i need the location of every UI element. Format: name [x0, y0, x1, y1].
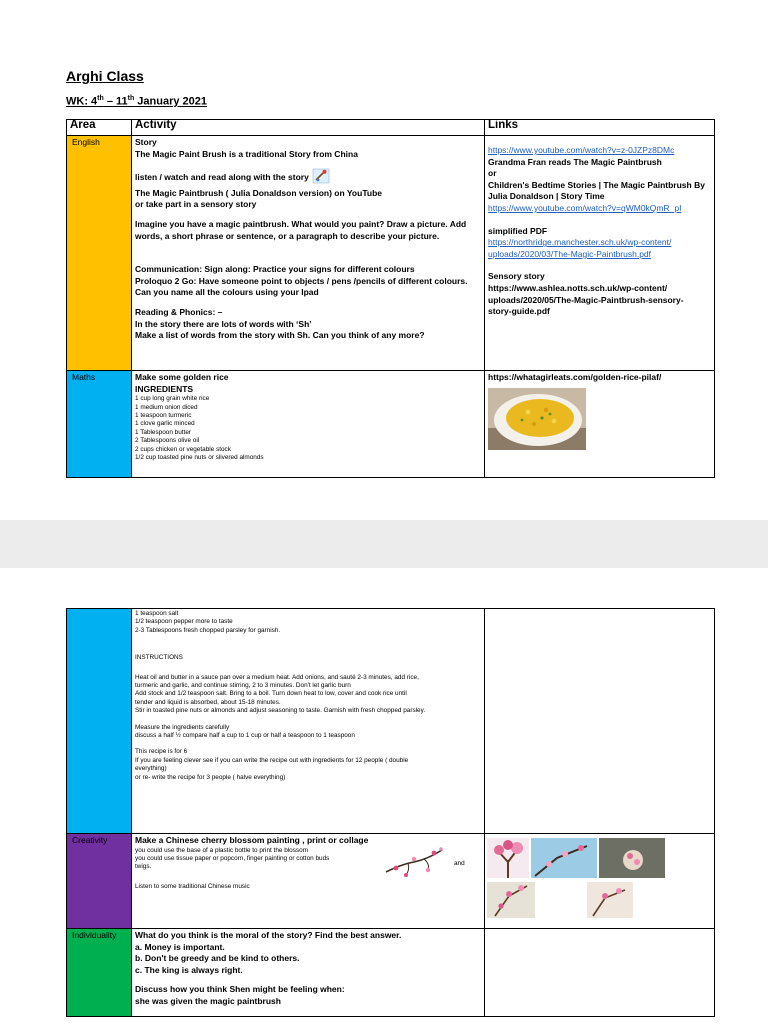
week-prefix: WK: 4	[66, 95, 98, 108]
ingredient-onion: 1 medium onion diced	[135, 403, 198, 411]
moral-question: What do you think is the moral of the story? Find the best answer.	[135, 930, 402, 940]
listen-text: listen / watch and read along with the story	[135, 172, 309, 183]
header-links: Links	[485, 120, 715, 136]
header-activity: Activity	[132, 120, 485, 136]
simplified-pdf-label: simplified PDF	[488, 225, 548, 236]
cherry-blossom-branch-icon	[384, 844, 446, 882]
sh-words-line: In the story there are lots of words with ‘Sh’	[135, 318, 312, 329]
maths-activity-cell	[132, 371, 485, 478]
week-mid: – 11	[103, 95, 128, 108]
ingredient-stock: 2 cups chicken or vegetable stock	[135, 445, 231, 453]
reading-phonics-heading: Reading & Phonics: –	[135, 306, 223, 317]
listen-line	[135, 168, 481, 188]
week-sup-2: th	[127, 95, 135, 102]
english-activity-cell	[132, 136, 485, 371]
individuality-area-cell	[67, 929, 132, 1017]
maths-row	[67, 371, 715, 478]
individuality-area-label: Individuality	[72, 930, 117, 940]
ashlea-link-1: https://www.ashlea.notts.sch.uk/wp-content/	[488, 282, 668, 293]
measure-line-1: Measure the ingredients carefully	[135, 723, 230, 731]
creativity-row	[67, 834, 715, 929]
shen-feelings-prompt: Discuss how you think Shen might be feeling when:	[135, 984, 345, 995]
communication-line: Communication: Sign along: Practice your signs for different colours	[135, 264, 415, 275]
recipe-halve: or re- write the recipe for 3 people ( halve everything)	[135, 773, 286, 781]
sensory-option-line: or take part in a sensory story	[135, 199, 257, 210]
sh-list-line: Make a list of words from the story with Sh. Can you think of any more?	[135, 330, 425, 341]
recipe-double-cont: everything)	[135, 765, 167, 773]
imagine-line-2: words, a short phrase or sentence, or a paragraph to describe your picture.	[135, 230, 440, 241]
golden-rice-link: https://whatagirleats.com/golden-rice-pilaf/	[488, 372, 662, 382]
youtube-link-grandma-fran[interactable]: https://www.youtube.com/watch?v=z-0JZPz8DMc	[488, 145, 675, 155]
northridge-pdf-link-2[interactable]: uploads/2020/03/The-Magic-Paintbrush.pdf	[488, 248, 652, 259]
creativity-line-3: twigs.	[135, 863, 152, 871]
weekly-plan-table	[66, 119, 715, 478]
and-word: and	[454, 860, 465, 867]
english-row	[67, 136, 715, 371]
english-area-cell	[67, 136, 132, 371]
maths-area-label: Maths	[72, 372, 96, 382]
instructions-heading: INSTRUCTIONS	[135, 654, 183, 662]
sensory-story-label: Sensory story	[488, 271, 545, 282]
instruction-3: Add stock and 1/2 teaspoon salt. Bring to a boil. Turn down heat to low, cover and cook rice until	[135, 690, 407, 698]
instruction-5: Stir in toasted pine nuts or almonds and adjust seasoning to taste. Garnish with fresh chopped parsley.	[135, 707, 426, 715]
or-separator: or	[488, 168, 497, 179]
story-intro: The Magic Paint Brush is a traditional Story from China	[135, 148, 358, 159]
maths-continued-activity-cell	[132, 609, 485, 834]
weekly-plan-table-continued	[66, 608, 715, 1017]
creativity-links-cell	[485, 834, 715, 929]
document-page-2	[0, 568, 768, 1024]
shen-feelings-item: she was given the magic paintbrush	[135, 995, 281, 1006]
individuality-activity-cell	[132, 929, 485, 1017]
week-sup-1: th	[97, 95, 104, 102]
bedtime-stories-caption-1: Children's Bedtime Stories | The Magic Paintbrush By	[488, 179, 705, 190]
creativity-area-cell	[67, 834, 132, 929]
grandma-fran-caption: Grandma Fran reads The Magic Paintbrush	[488, 156, 662, 167]
ingredient-parsley: 2-3 Tablespoons fresh chopped parsley for garnish.	[135, 626, 281, 634]
english-area-label: English	[72, 137, 100, 147]
youtube-link-julia-donaldson[interactable]: https://www.youtube.com/watch?v=qWM0kQmR_pI	[488, 202, 682, 213]
creativity-activity-cell	[132, 834, 485, 929]
maths-links-cell	[485, 371, 715, 478]
header-area: Area	[67, 120, 132, 136]
ashlea-link-3: story-guide.pdf	[488, 306, 550, 317]
ingredient-turmeric: 1 teaspoon turmeric	[135, 412, 192, 419]
instruction-2: turmeric and garlic, and continue stirring, 2 to 3 minutes. Don't let garlic burn	[135, 682, 351, 690]
english-links-cell	[485, 136, 715, 371]
maths-continued-row	[67, 609, 715, 834]
maths-continued-area-cell	[67, 609, 132, 834]
story-heading: Story	[135, 137, 157, 147]
proloquo-line: Proloquo 2 Go: Have someone point to objects / pens /pencils of different colours.	[135, 275, 468, 286]
header-row	[67, 120, 715, 136]
ingredient-nuts: 1/2 cup toasted pine nuts or slivered almonds	[135, 454, 264, 462]
week-suffix: January 2021	[134, 95, 208, 108]
recipe-double: If you are feeling clever see if you can write the recipe out with ingredients for 12 people ( double	[135, 756, 409, 764]
ingredient-pepper: 1/2 teaspoon pepper more to taste	[135, 618, 233, 626]
golden-rice-title: Make some golden rice	[135, 372, 229, 382]
bedtime-stories-caption-2: Julia Donaldson | Story Time	[488, 191, 605, 202]
ingredient-olive-oil: 2 Tablespoons olive oil	[135, 437, 200, 445]
moral-option-c: c. The king is always right.	[135, 964, 243, 975]
instruction-1: Heat oil and butter in a sauce pan over a medium heat. Add onions, and sauté 2-3 minutes, add rice,	[135, 673, 419, 681]
cherry-blossom-title: Make a Chinese cherry blossom painting , print or collage	[135, 835, 369, 845]
class-title: Arghi Class	[66, 68, 144, 84]
creativity-area-label: Creativity	[72, 835, 108, 845]
ingredients-heading: INGREDIENTS	[135, 383, 194, 394]
ashlea-link-2: uploads/2020/05/The-Magic-Paintbrush-sensory-	[488, 294, 684, 305]
ingredient-rice: 1 cup long grain white rice	[135, 395, 210, 403]
ingredient-garlic: 1 clove garlic minced	[135, 420, 195, 428]
paintbrush-icon	[312, 168, 330, 188]
golden-rice-photo	[488, 388, 711, 454]
julia-donaldson-line: The Magic Paintbrush ( Julia Donaldson version) on YouTube	[135, 187, 382, 198]
imagine-line-1: Imagine you have a magic paintbrush. What would you paint? Draw a picture. Add	[135, 218, 467, 229]
measure-line-2: discuss a half ½ compare half a cup to 1 cup or half a teaspoon to 1 teaspoon	[135, 732, 355, 740]
creativity-line-2: you could use tissue paper or popcorn, finger painting or cotton buds	[135, 855, 330, 862]
ingredient-salt: 1 teaspoon salt	[135, 610, 179, 617]
recipe-for-6: This recipe is for 6	[135, 748, 188, 756]
creativity-line-1: you could use the base of a plastic bottle to print the blossom	[135, 846, 309, 854]
individuality-links-cell	[485, 929, 715, 1017]
week-heading	[66, 95, 207, 108]
maths-continued-links-cell	[485, 609, 715, 834]
ipad-colours-line: Can you name all the colours using your Ipad	[135, 287, 319, 298]
moral-option-b: b. Don't be greedy and be kind to others.	[135, 953, 300, 964]
moral-option-a: a. Money is important.	[135, 941, 225, 952]
ingredient-butter: 1 Tablespoon butter	[135, 428, 192, 436]
instruction-4: tender and liquid is absorbed, about 15-18 minutes.	[135, 698, 281, 706]
individuality-row	[67, 929, 715, 1017]
maths-area-cell	[67, 371, 132, 478]
cherry-blossom-paintings-icon	[487, 836, 667, 924]
northridge-pdf-link-1[interactable]: https://northridge.manchester.sch.uk/wp-content/	[488, 237, 672, 248]
chinese-music-line: Listen to some traditional Chinese music	[135, 882, 250, 890]
